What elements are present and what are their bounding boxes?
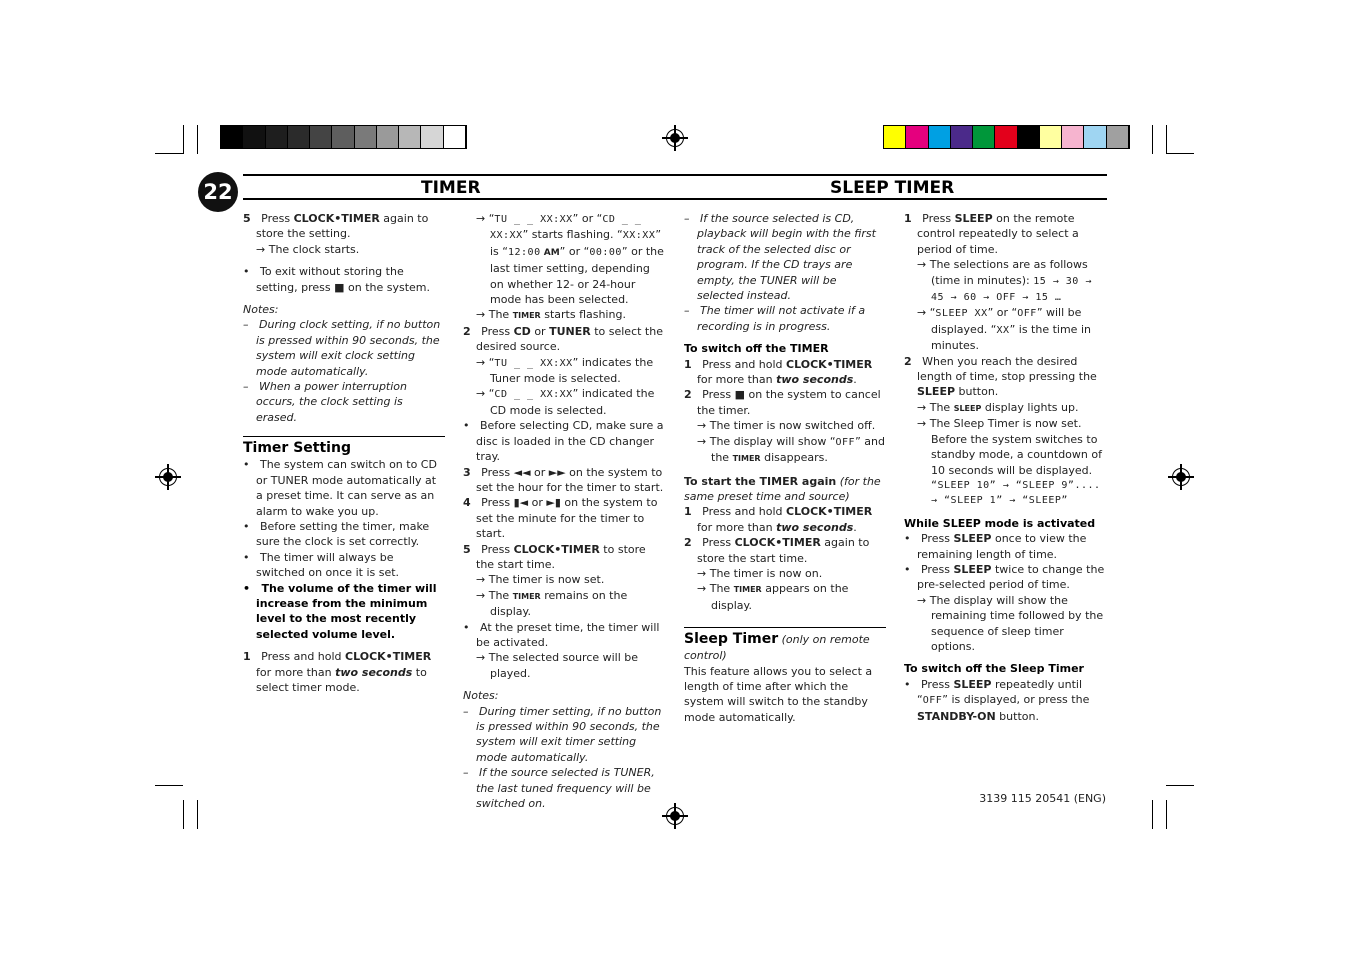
bullet-item: • Before setting the timer, make sure the clock is set correctly. (243, 519, 430, 549)
arrow-note: → The selections are as follows (time in minutes): 15 → 30 → 45 → 60 → OFF → 15 … (917, 258, 1092, 304)
step-5-store: 5 Press CLOCK•TIMER to store the start time. (463, 542, 646, 571)
bullet-item: • Press SLEEP twice to change the pre-selected period of time. (904, 562, 1105, 592)
arrow-note: → The clock starts. (256, 242, 360, 256)
step-1-sleep: 1 Press SLEEP on the remote control repeatedly to select a period of time. (904, 212, 1079, 256)
note-item: – If the source selected is CD, playback will begin with the first track of the selected disc or program. If the CD trays are empty, the TUNER will be selected instead. (684, 212, 876, 303)
step-2-source: 2 Press CD or TUNER to select the desired source. (463, 324, 663, 354)
color-swatch (221, 126, 243, 148)
header-rule-top (243, 174, 1107, 176)
heading-timer: TIMER (421, 178, 481, 198)
step-2-sleep: 2 When you reach the desired length of time, stop pressing the SLEEP button. (904, 354, 1097, 399)
bullet-item: • The volume of the timer will increase from the minimum level to the most recently selected volume level. (243, 581, 437, 641)
color-swatch (355, 126, 377, 148)
color-swatch (973, 126, 995, 148)
color-swatch (1062, 126, 1084, 148)
crop-mark (197, 800, 198, 829)
note-item: – When a power interruption occurs, the clock setting is erased. (243, 380, 407, 424)
grayscale-calibration-strip (220, 125, 467, 149)
color-swatch (421, 126, 443, 148)
column-2 (463, 211, 665, 811)
sleep-description: This feature allows you to select a length of time after which the system will switch to the standby mode automatically. (684, 664, 873, 724)
bullet-item: • Press SLEEP once to view the remaining length of time. (904, 532, 1087, 561)
color-calibration-strip (883, 125, 1130, 149)
color-swatch (1018, 126, 1040, 148)
note-item: – During timer setting, if no button is pressed within 90 seconds, the system will exit timer setting mode automatically. (463, 704, 662, 764)
arrow-note: → The Sleep Timer is now set. Before the system switches to standby mode, a countdown of 10 seconds will be displayed. (917, 417, 1102, 477)
crop-mark (183, 125, 184, 154)
color-swatch (332, 126, 354, 148)
arrow-note: → The display will show the remaining time followed by the sequence of sleep timer options. (917, 593, 1104, 653)
crop-mark (1152, 125, 1153, 154)
arrow-note: → “CD _ _ XX:XX” indicated the CD mode is selected. (476, 387, 655, 417)
arrow-note: → The TIMER remains on the display. (476, 588, 628, 619)
bullet-item: • The system can switch on to CD or TUNER mode automatically at a preset time. It can serve as an alarm to wake you up. (243, 458, 437, 518)
step-2-cancel: 2 Press ■ on the system to cancel the timer. (684, 388, 881, 417)
crop-mark (1166, 153, 1194, 154)
notes-label: Notes: (243, 303, 279, 317)
countdown-sequence: “SLEEP 10” → “SLEEP 9”.... → “SLEEP 1” → “SLEEP” (931, 479, 1101, 507)
color-swatch (243, 126, 265, 148)
crop-mark (155, 785, 183, 786)
color-swatch (266, 126, 288, 148)
arrow-note: → The TIMER starts flashing. (476, 308, 626, 322)
arrow-note: → The TIMER appears on the display. (697, 582, 849, 612)
subheading-start-timer-again: To start the TIMER again (for the same preset time and source) (684, 474, 881, 503)
crop-mark (197, 125, 198, 154)
step-3-hour: 3 Press ◄◄ or ►► on the system to set the hour for the timer to start. (463, 465, 664, 494)
bullet-item: • The timer will always be switched on once it is set. (243, 550, 400, 580)
subheading-switch-off-timer: To switch off the TIMER (684, 342, 829, 356)
column-1 (243, 211, 445, 695)
step-1-hold: 1 Press and hold CLOCK•TIMER for more than two seconds to select timer mode. (243, 650, 432, 694)
crop-mark (1166, 785, 1194, 786)
color-swatch (995, 126, 1017, 148)
crop-mark (1152, 800, 1153, 829)
step-5-clock: 5 Press CLOCK•TIMER again to store the setting. (243, 212, 429, 241)
step-4-minute: 4 Press ▮◄ or ►▮ on the system to set the minute for the timer to start. (463, 496, 658, 541)
page-number-badge: 22 (198, 172, 238, 212)
color-swatch (884, 126, 906, 148)
crop-mark (1166, 125, 1167, 154)
color-swatch (310, 126, 332, 148)
arrow-note: → “TU _ _ XX:XX” indicates the Tuner mode is selected. (476, 355, 654, 386)
arrow-note: → The timer is now on. (697, 566, 823, 580)
color-swatch (288, 126, 310, 148)
color-swatch (399, 126, 421, 148)
notes-label: Notes: (463, 689, 499, 703)
note-item: – The timer will not activate if a recording is in progress. (684, 304, 866, 333)
crop-mark (183, 800, 184, 829)
arrow-note: → The timer is now set. (476, 573, 605, 587)
column-4 (904, 211, 1108, 724)
section-title-timer-setting: Timer Setting (243, 440, 351, 457)
header-rule-bottom (243, 198, 1107, 200)
arrow-note: → The display will show “OFF” and the TIMER disappears. (697, 434, 885, 465)
step-1-hold: 1 Press and hold CLOCK•TIMER for more than two seconds. (684, 505, 873, 534)
note-item: – During clock setting, if no button is pressed within 90 seconds, the system will exit clock setting mode automatically. (243, 318, 441, 378)
bullet-item: • At the preset time, the timer will be activated. (463, 620, 660, 649)
column-3 (684, 211, 886, 725)
color-swatch (444, 126, 466, 148)
note-item: – If the source selected is TUNER, the last tuned frequency will be switched on. (463, 766, 655, 811)
color-swatch (1084, 126, 1106, 148)
arrow-note: → The SLEEP display lights up. (917, 400, 1079, 414)
section-title-sleep-timer: Sleep Timer (only on remote control) (684, 631, 870, 663)
color-swatch (1040, 126, 1062, 148)
arrow-note: → The selected source will be played. (476, 651, 639, 680)
registration-mark-icon (666, 807, 684, 825)
registration-mark-icon (159, 468, 177, 486)
arrow-note: → “TU _ _ XX:XX” or “CD _ _ XX:XX” starts flashing. “XX:XX” is “12:00 AM” or “00:00” or the last timer setting, depending on whether 12- or 24-hour mode has been selected. (476, 212, 664, 307)
heading-sleep-timer: SLEEP TIMER (830, 178, 955, 198)
arrow-note: → The timer is now switched off. (697, 419, 876, 433)
color-swatch (1107, 126, 1129, 148)
bullet-item: • Before selecting CD, make sure a disc is loaded in the CD changer tray. (463, 419, 664, 464)
document-code: 3139 115 20541 (ENG) (979, 792, 1106, 805)
bullet-exit: • To exit without storing the setting, press ■ on the system. (243, 265, 431, 294)
crop-mark (155, 153, 183, 154)
color-swatch (377, 126, 399, 148)
bullet-item: • Press SLEEP repeatedly until “OFF” is displayed, or press the STANDBY-ON button. (904, 677, 1090, 723)
color-swatch (951, 126, 973, 148)
step-2-store: 2 Press CLOCK•TIMER again to store the start time. (684, 536, 870, 565)
color-swatch (929, 126, 951, 148)
arrow-note: → “SLEEP XX” or “OFF” will be displayed. “XX” is the time in minutes. (917, 306, 1091, 353)
step-1-hold: 1 Press and hold CLOCK•TIMER for more than two seconds. (684, 357, 873, 387)
subheading-sleep-active: While SLEEP mode is activated (904, 516, 1096, 530)
crop-mark (1166, 800, 1167, 829)
color-swatch (906, 126, 928, 148)
subheading-switch-off-sleep: To switch off the Sleep Timer (904, 662, 1084, 676)
registration-mark-icon (1172, 468, 1190, 486)
registration-mark-icon (666, 129, 684, 147)
